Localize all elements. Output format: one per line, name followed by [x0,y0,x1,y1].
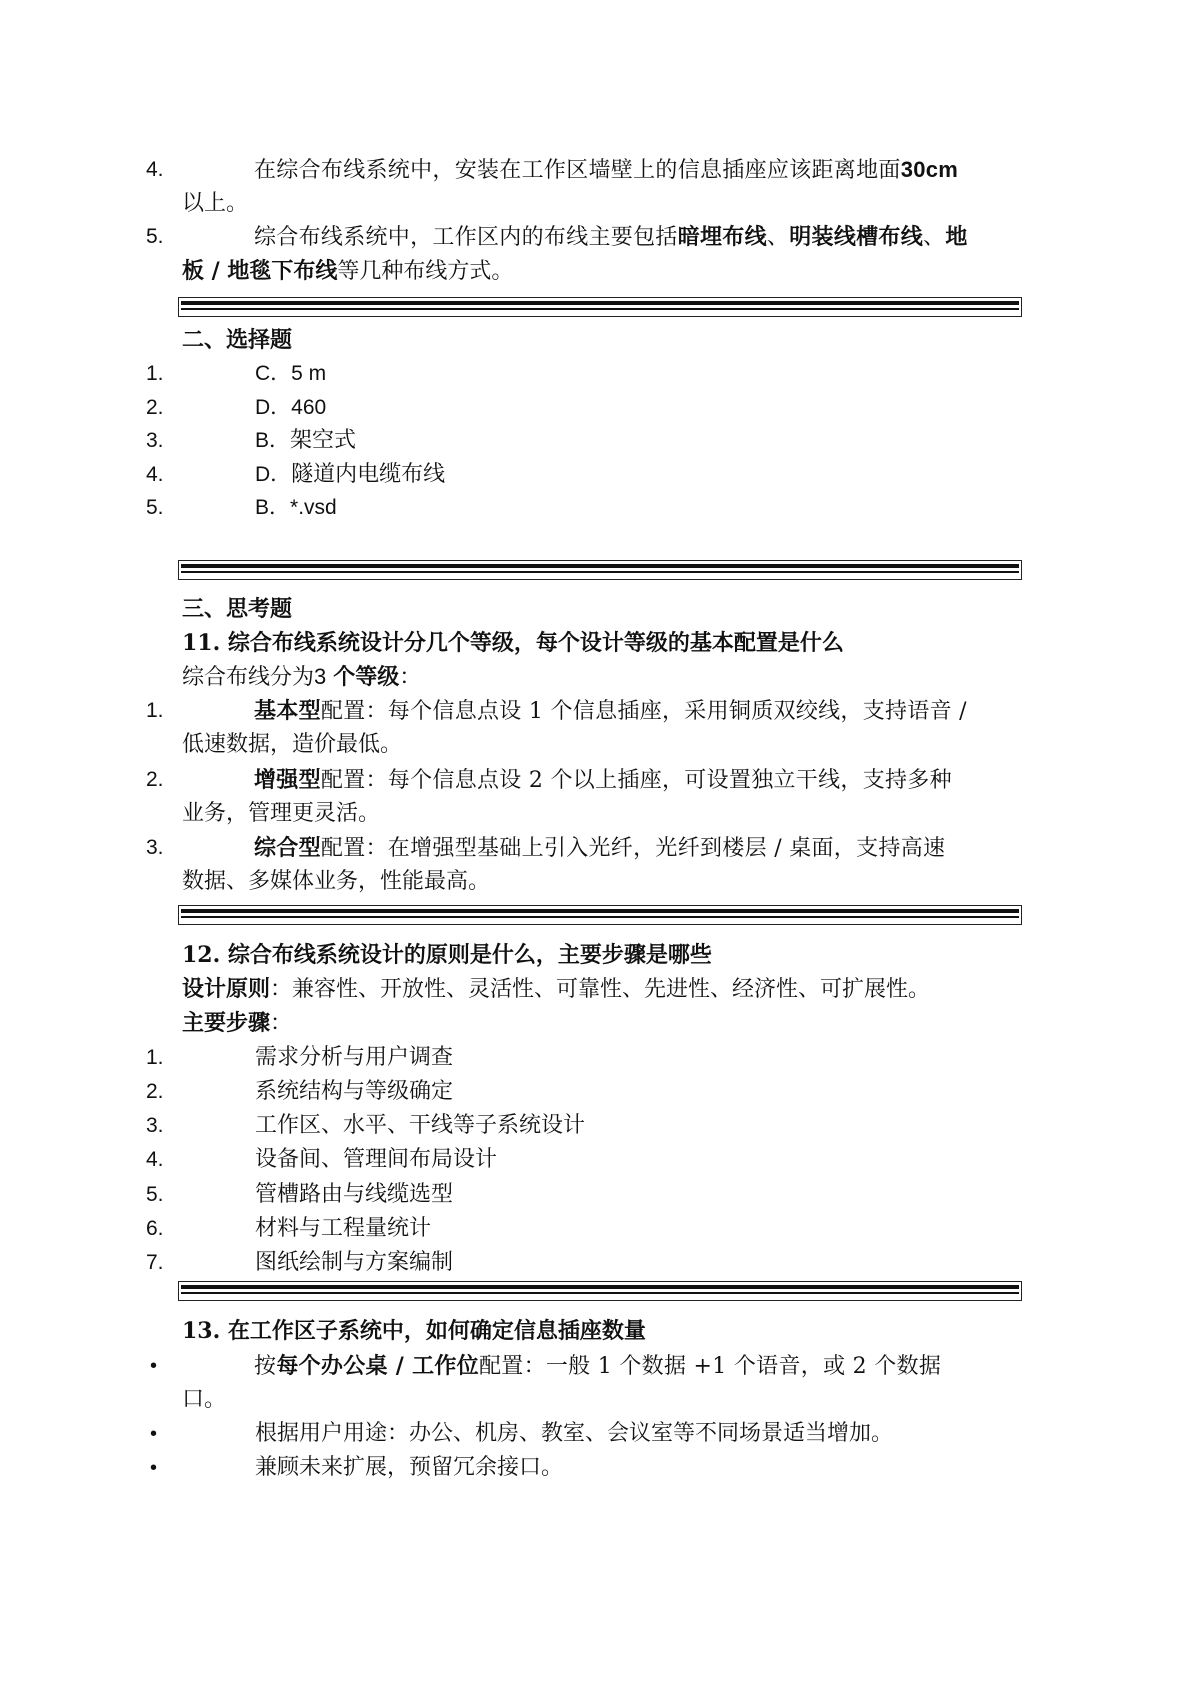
q11-item-3-line1: 综合型配置：在增强型基础上引入光纤，光纤到楼层 / 桌面，支持高速 [254,835,946,861]
q12-step: 工作区、水平、干线等子系统设计 [255,1113,586,1138]
choice-answer-2: D．460 [255,396,327,419]
list-number: 1. [146,1046,164,1069]
list-number: 2. [146,768,164,791]
list-number: 4. [146,463,164,486]
bullet-icon: • [150,1423,158,1445]
section-divider [178,297,1022,317]
bullet-icon: • [150,1457,158,1479]
fill-item-5-line1: 综合布线系统中，工作区内的布线主要包括暗埋布线、明装线槽布线、地 [254,224,968,250]
fill-item-4-line1: 在综合布线系统中，安装在工作区墙壁上的信息插座应该距离地面30cm [254,157,959,183]
choice-answer-5: B．*.vsd [255,496,337,519]
q11-item-1-line1: 基本型配置：每个信息点设 1 个信息插座，采用铜质双绞线，支持语音 / [254,698,967,724]
choice-answer-4: D．隧道内电缆布线 [255,462,446,487]
list-number: 4. [146,1148,164,1171]
list-number: 7. [146,1251,164,1274]
question-12-title: 12. 综合布线系统设计的原则是什么，主要步骤是哪些 [182,942,712,968]
section-heading-choice: 二、选择题 [182,327,293,353]
q12-step: 图纸绘制与方案编制 [255,1250,454,1275]
choice-answer-3: B．架空式 [255,428,357,453]
list-number: 1. [146,699,164,722]
q13-bullet-2: 根据用户用途：办公、机房、教室、会议室等不同场景适当增加。 [255,1421,894,1446]
q12-steps-label: 主要步骤： [182,1010,293,1036]
section-divider [178,905,1022,925]
list-number: 5. [146,1183,164,1206]
q13-bullet-3: 兼顾未来扩展，预留冗余接口。 [255,1455,564,1480]
q11-item-2-line1: 增强型配置：每个信息点设 2 个以上插座，可设置独立干线，支持多种 [254,767,952,793]
q12-step: 设备间、管理间布局设计 [255,1147,498,1172]
list-number: 6. [146,1217,164,1240]
section-divider [178,560,1022,580]
q12-principle: 设计原则：兼容性、开放性、灵活性、可靠性、先进性、经济性、可扩展性。 [182,976,931,1002]
list-number: 4. [146,158,164,181]
choice-answer-1: C．5 m [255,362,327,385]
q11-item-3-line2: 数据、多媒体业务，性能最高。 [182,869,491,894]
answer-highlight: 30cm [900,157,959,182]
list-number: 1. [146,362,164,385]
list-number: 3. [146,836,164,859]
list-number: 5. [146,225,164,248]
q12-step: 管槽路由与线缆选型 [255,1182,454,1207]
q11-item-2-line2: 业务，管理更灵活。 [182,801,381,826]
list-number: 5. [146,496,164,519]
list-number: 3. [146,429,164,452]
list-number: 2. [146,396,164,419]
list-number: 3. [146,1114,164,1137]
question-13-title: 13. 在工作区子系统中，如何确定信息插座数量 [182,1318,646,1344]
section-divider [178,1281,1022,1301]
q12-step: 需求分析与用户调查 [255,1045,454,1070]
list-number: 2. [146,1080,164,1103]
q13-bullet-1-line1: 按每个办公桌 / 工作位配置：一般 1 个数据 +1 个语音，或 2 个数据 [254,1353,942,1379]
fill-item-4-line2: 以上。 [182,191,249,216]
q11-intro: 综合布线分为3 个等级： [182,664,422,690]
fill-item-5-line2: 板 / 地毯下布线等几种布线方式。 [182,258,514,284]
q12-step: 系统结构与等级确定 [255,1079,454,1104]
q11-item-1-line2: 低速数据，造价最低。 [182,732,403,757]
bullet-icon: • [150,1355,158,1377]
section-heading-think: 三、思考题 [182,596,293,622]
question-11-title: 11. 综合布线系统设计分几个等级，每个设计等级的基本配置是什么 [182,630,844,656]
q12-step: 材料与工程量统计 [255,1216,432,1241]
q13-bullet-1-line2: 口。 [182,1387,227,1412]
